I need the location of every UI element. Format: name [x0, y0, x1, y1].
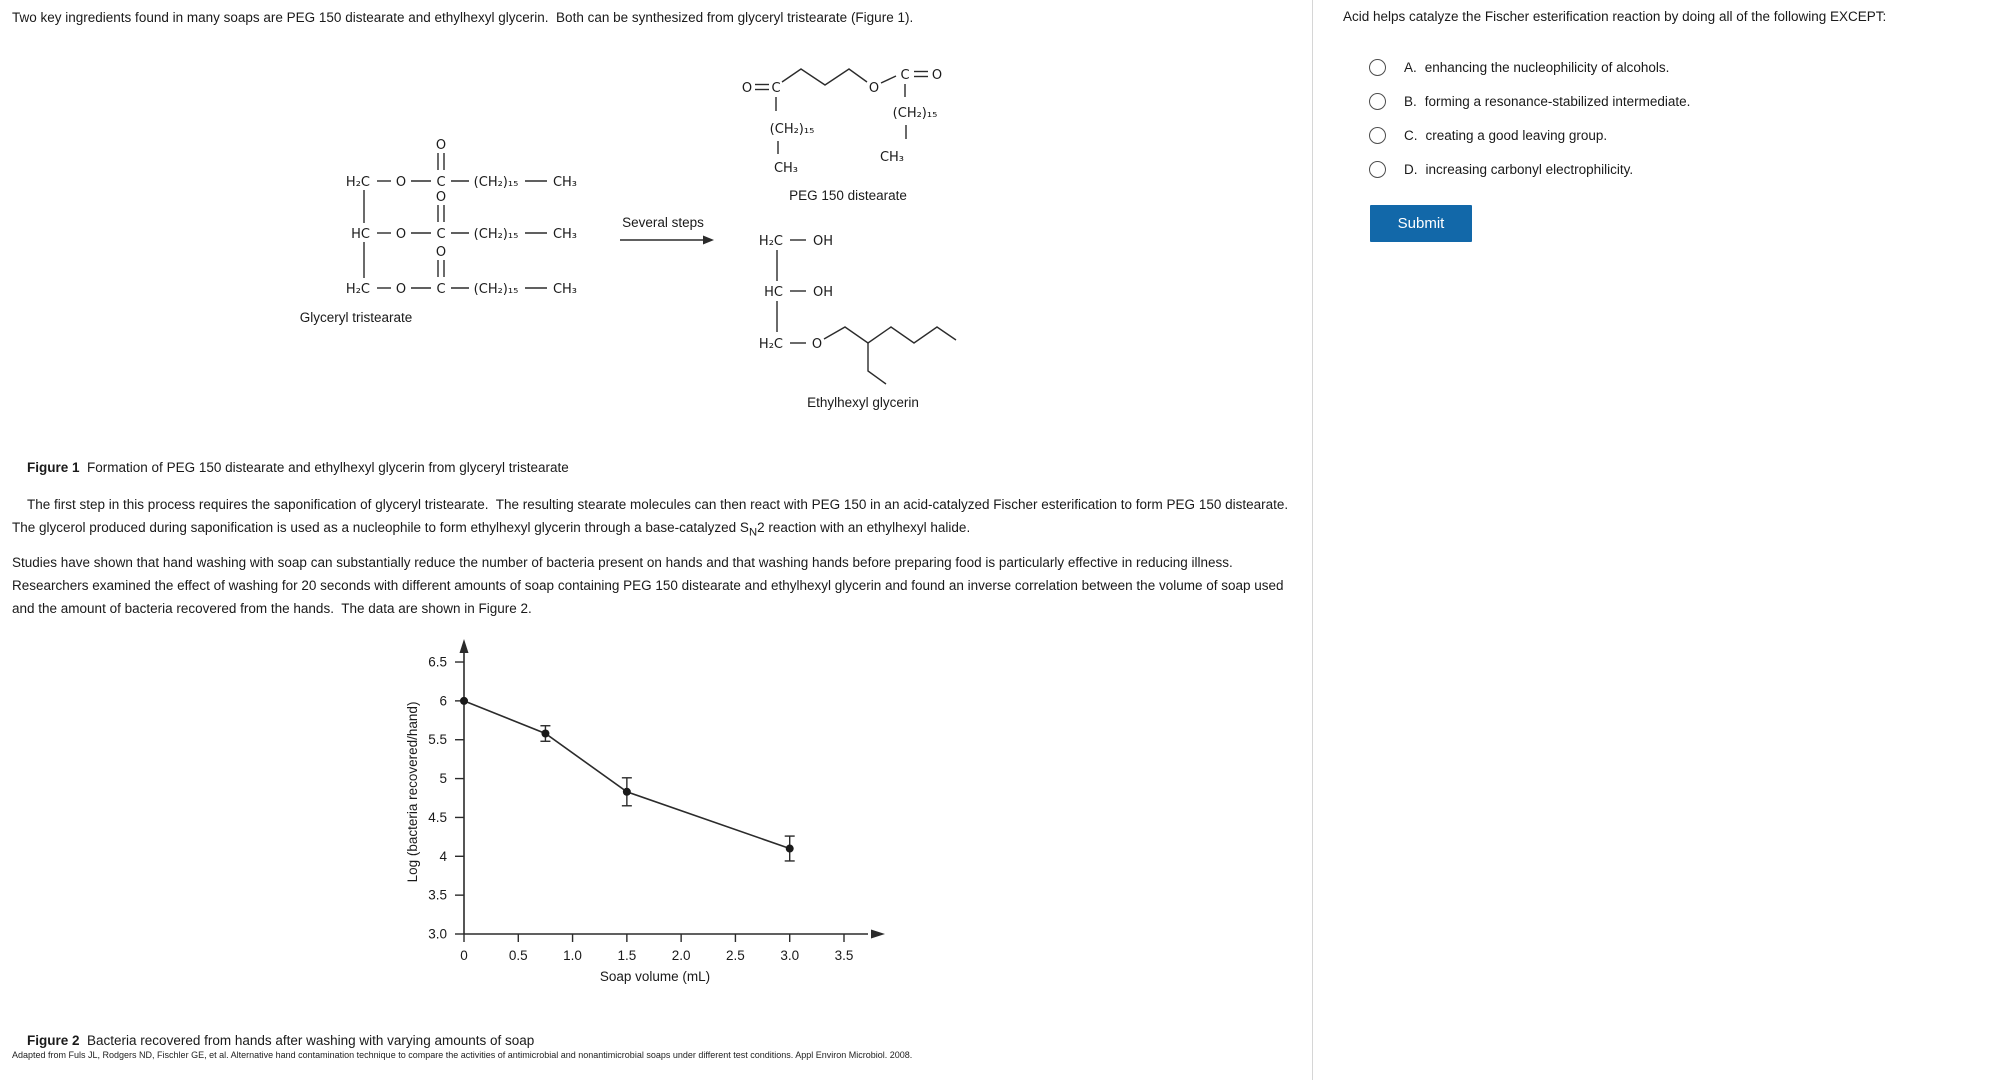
atom-label: C	[436, 227, 446, 242]
reaction-arrow	[620, 215, 714, 245]
y-axis-arrow-icon	[460, 639, 469, 653]
molecule-name-label: Glyceryl tristearate	[299, 310, 413, 325]
option-text: increasing carbonyl electrophilicity.	[1425, 161, 1634, 177]
passage-paragraph-2: Studies have shown that hand washing with soap can substantially reduce the number of bacteria present on hands and that washing hands before preparing food is particularly effective in reducing illness. Researchers examined the effect of washing for 20 seconds with different amounts of soap containing PEG 150 distearate and ethylhexyl glycerin and found an inverse correlation between the volume of soap used and the amount of bacteria recovered from the hands. The data are shown in Figure 2.	[12, 555, 1288, 616]
answer-option-d[interactable]	[1369, 159, 1633, 179]
subscript-n: N	[748, 526, 758, 539]
figure2-caption-text: Bacteria recovered from hands after washing with varying amounts of soap	[79, 1033, 535, 1048]
atom-label: O	[435, 245, 447, 260]
y-tick-label: 6	[439, 693, 447, 709]
y-tick-label: 3.5	[428, 887, 447, 903]
molecule-name-label: PEG 150 distearate	[789, 188, 907, 203]
option-text: creating a good leaving group.	[1425, 127, 1608, 143]
atom-label: HC	[351, 227, 370, 242]
question-stem: Acid helps catalyze the Fischer esterification reaction by doing all of the following EXCEPT:	[1343, 9, 1887, 24]
atom-label: O	[811, 337, 823, 352]
atom-label: H₂C	[345, 175, 370, 190]
atom-label: O	[435, 138, 447, 153]
option-letter: A.	[1404, 59, 1417, 75]
y-tick-label: 3.0	[428, 926, 447, 942]
x-tick-label: 3.0	[780, 948, 800, 963]
x-axis-label: Soap volume (mL)	[599, 969, 711, 984]
atom-label: OH	[813, 285, 834, 300]
option-letter: D.	[1404, 161, 1418, 177]
answer-option-b[interactable]	[1369, 91, 1690, 111]
figure2-caption	[12, 1006, 1304, 1075]
x-tick-label: 0	[460, 948, 468, 963]
y-axis-label: Log (bacteria recovered/hand)	[405, 701, 420, 883]
figure2-chart	[385, 626, 955, 1006]
y-tick-label: 5	[439, 771, 447, 787]
x-tick-label: 1.5	[617, 948, 637, 963]
atom-label: O	[435, 190, 447, 205]
atom-label: CH₃	[552, 282, 578, 297]
bond-chain	[782, 69, 867, 85]
atom-label: H₂C	[758, 337, 783, 352]
atom-label: C	[436, 282, 446, 297]
data-point	[541, 730, 549, 738]
atom-label: (CH₂)₁₅	[892, 106, 938, 121]
atom-label: (CH₂)₁₅	[473, 175, 519, 190]
submit-button[interactable]: Submit	[1370, 205, 1472, 242]
atom-label: O	[395, 227, 407, 242]
atom-label: O	[741, 81, 753, 96]
atom-label: O	[931, 68, 943, 83]
atom-label: (CH₂)₁₅	[473, 227, 519, 242]
radio-button-d[interactable]	[1369, 161, 1386, 178]
data-line	[464, 701, 790, 849]
atom-label: C	[900, 68, 910, 83]
atom-label: HC	[764, 285, 783, 300]
x-tick-label: 2.5	[726, 948, 745, 963]
atom-label: OH	[813, 234, 834, 249]
answer-option-c[interactable]	[1369, 125, 1607, 145]
paragraph-text: 2 reaction with an ethylhexyl halide.	[757, 520, 971, 535]
molecule-ethylhexyl-glycerin	[759, 234, 956, 410]
x-tick-label: 0.5	[508, 948, 528, 963]
y-tick-label: 5.5	[428, 732, 447, 748]
molecule-glyceryl-tristearate	[300, 138, 577, 325]
atom-label: (CH₂)₁₅	[769, 122, 815, 137]
y-tick-label: 4.5	[428, 809, 447, 825]
bond-chain	[868, 343, 886, 384]
option-text: enhancing the nucleophilicity of alcohols.	[1424, 59, 1670, 75]
atom-label: C	[436, 175, 446, 190]
paragraph-text: The first step in this process requires the saponification of glyceryl tristearate. The resulting stearate molecules can then react with PEG 150 in an acid-catalyzed Fischer esterification to form PEG 150 distearate. The glycerol produced during saponification is used as a nucleophile to form ethylhexyl glycerin through a base-catalyzed S	[12, 497, 1296, 535]
figure2-caption-label: Figure 2	[27, 1033, 80, 1048]
atom-label: CH₃	[773, 161, 799, 176]
molecule-name-label: Ethylhexyl glycerin	[807, 395, 919, 410]
panel-divider	[1312, 0, 1313, 1080]
radio-button-b[interactable]	[1369, 93, 1386, 110]
arrow-head-icon	[703, 236, 714, 245]
answer-option-a[interactable]	[1369, 57, 1669, 77]
radio-button-c[interactable]	[1369, 127, 1386, 144]
y-tick-label: 6.5	[428, 654, 447, 670]
passage-intro: Two key ingredients found in many soaps are PEG 150 distearate and ethylhexyl glycerin. Both can be synthesized from glyceryl tristearate (Figure 1).	[12, 10, 914, 25]
atom-label: H₂C	[345, 282, 370, 297]
x-tick-label: 1.0	[563, 948, 582, 963]
source-citation: Adapted from Fuls JL, Rodgers ND, Fischler GE, et al. Alternative hand contamination technique to compare the activities of antimicrobial and nonantimicrobial soaps under different test conditions. Appl Environ Microbiol. 2008.	[12, 1050, 913, 1060]
molecule-peg-150-distearate	[742, 68, 942, 203]
atom-label: O	[868, 81, 880, 96]
bond	[881, 76, 896, 83]
atom-label: (CH₂)₁₅	[473, 282, 519, 297]
x-tick-label: 3.5	[834, 948, 854, 963]
atom-label: H₂C	[758, 234, 783, 249]
y-tick-label: 4	[439, 848, 447, 864]
bond-chain	[824, 327, 956, 343]
radio-button-a[interactable]	[1369, 59, 1386, 76]
option-text: forming a resonance-stabilized intermediate.	[1424, 93, 1691, 109]
atom-label: CH₃	[879, 150, 905, 165]
option-letter: C.	[1404, 127, 1418, 143]
x-tick-label: 2.0	[671, 948, 691, 963]
atom-label: CH₃	[552, 175, 578, 190]
data-point	[460, 697, 468, 705]
reaction-step-label: Several steps	[622, 215, 704, 230]
atom-label: C	[771, 81, 781, 96]
atom-label: CH₃	[552, 227, 578, 242]
data-point	[623, 788, 631, 796]
figure1-caption-text: Formation of PEG 150 distearate and ethylhexyl glycerin from glyceryl tristearate	[79, 460, 569, 475]
x-axis-arrow-icon	[871, 930, 885, 939]
option-letter: B.	[1404, 93, 1417, 109]
figure1-diagram	[255, 40, 1015, 420]
data-point	[786, 845, 794, 853]
atom-label: O	[395, 282, 407, 297]
figure1-caption-label: Figure 1	[27, 460, 80, 475]
atom-label: O	[395, 175, 407, 190]
